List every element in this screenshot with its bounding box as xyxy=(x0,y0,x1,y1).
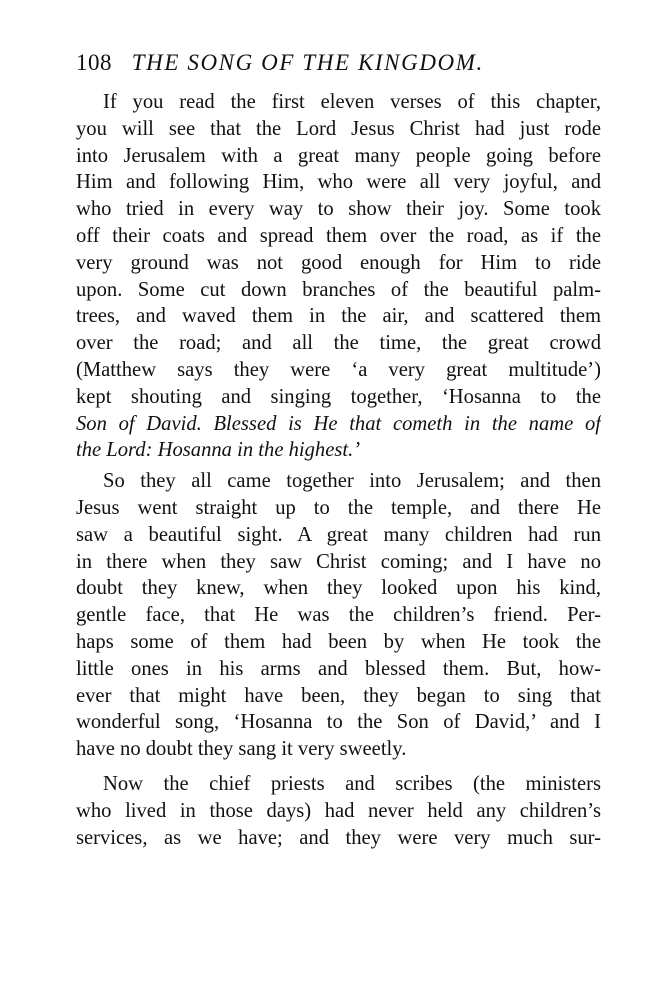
text-line-quotation: the Lord: Hosanna in the highest.’ xyxy=(76,439,361,462)
page-number: 108 xyxy=(76,50,112,75)
text-line: who lived in those days) had never held any children’s xyxy=(76,799,601,822)
text-line: have no doubt they sang it very sweetly. xyxy=(76,738,407,761)
text-line: ever that might have been, they began to sing that xyxy=(76,684,601,707)
text-line: Jesus went straight up to the temple, and there He xyxy=(76,496,601,519)
text-line: gentle face, that He was the children’s friend. Per- xyxy=(76,604,601,627)
text-line: Him and following Him, who were all very joyful, and xyxy=(76,171,601,194)
paragraph-2 xyxy=(76,468,601,763)
body-text xyxy=(76,89,601,851)
page-header xyxy=(76,46,616,80)
paragraph-spacer xyxy=(76,763,601,771)
text-line: saw a beautiful sight. A great many children had run xyxy=(76,523,601,546)
text-line-quotation: Son of David. Blessed is He that cometh in the name of xyxy=(76,412,601,435)
text-line: you will see that the Lord Jesus Christ had just rode xyxy=(76,117,601,140)
running-head: THE SONG OF THE KINGDOM. xyxy=(131,50,484,75)
paragraph-3 xyxy=(76,771,601,851)
text-line: little ones in his arms and blessed them. But, how- xyxy=(76,657,601,680)
text-line: over the road; and all the time, the great crowd xyxy=(76,332,601,355)
text-line: services, as we have; and they were very much sur- xyxy=(76,826,601,849)
text-line: Now the chief priests and scribes (the ministers xyxy=(103,772,601,795)
text-line: upon. Some cut down branches of the beautiful palm- xyxy=(76,278,601,301)
text-line: trees, and waved them in the air, and scattered them xyxy=(76,305,601,328)
text-line: wonderful song, ‘Hosanna to the Son of David,’ and I xyxy=(76,711,601,734)
text-line: off their coats and spread them over the road, as if the xyxy=(76,224,601,247)
text-line: haps some of them had been by when He took the xyxy=(76,630,601,653)
text-line: who tried in every way to show their joy. Some took xyxy=(76,198,601,221)
text-line: (Matthew says they were ‘a very great multitude’) xyxy=(76,358,601,381)
text-line: into Jerusalem with a great many people going before xyxy=(76,144,601,167)
text-line: doubt they knew, when they looked upon his kind, xyxy=(76,577,601,600)
paragraph-1 xyxy=(76,89,601,464)
text-line: If you read the first eleven verses of this chapter, xyxy=(103,91,601,113)
text-line: kept shouting and singing together, ‘Hosanna to the xyxy=(76,385,601,408)
text-line: very ground was not good enough for Him to ride xyxy=(76,251,601,274)
text-line: So they all came together into Jerusalem; and then xyxy=(103,470,601,493)
text-line: in there when they saw Christ coming; and I have no xyxy=(76,550,601,573)
